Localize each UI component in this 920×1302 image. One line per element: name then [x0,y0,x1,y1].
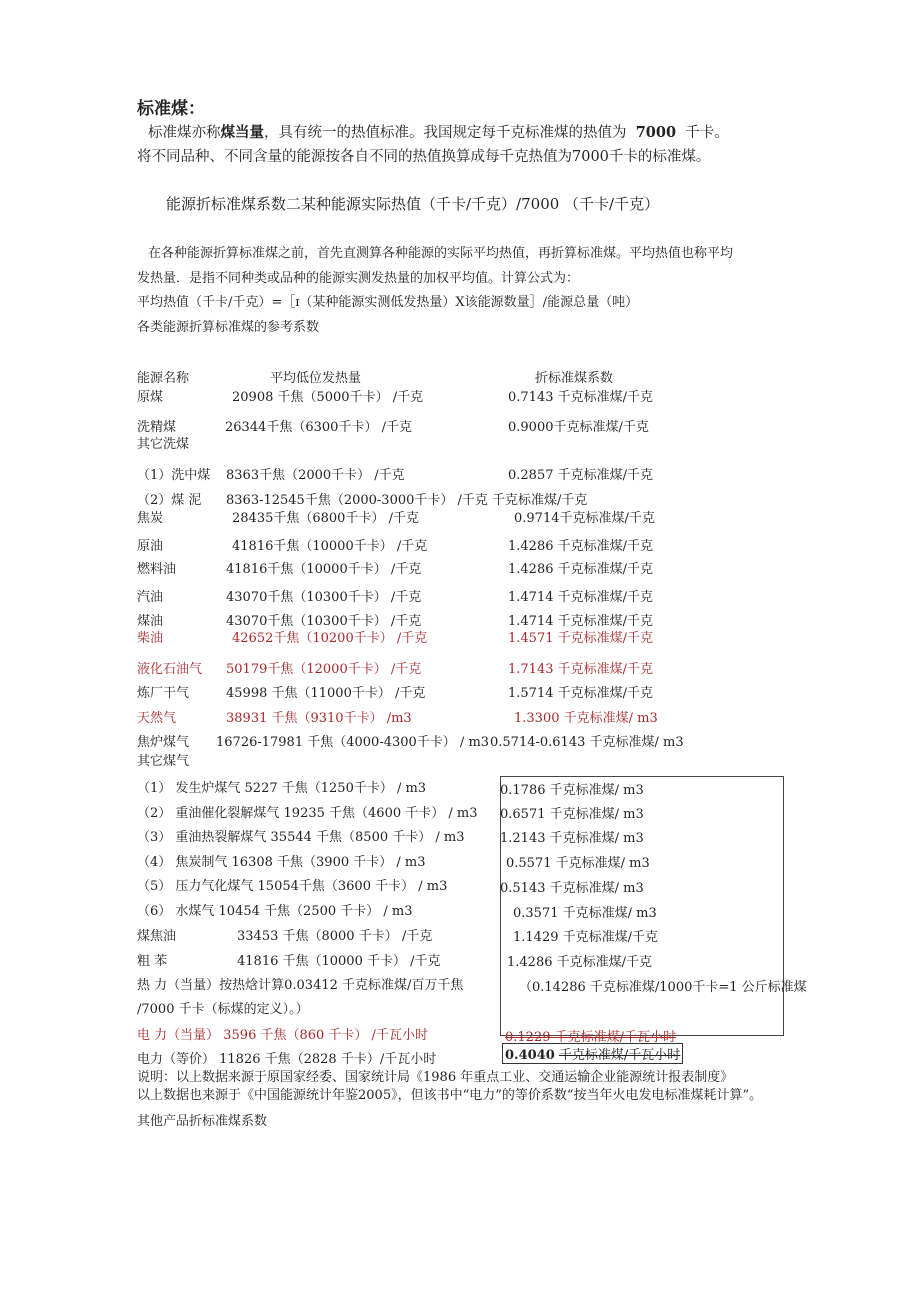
row-label: 电 力（当量） 3596 千焦（860 千卡） /千瓦小时 [137,1028,428,1043]
row-coef: 0.5714-0.6143 千克标准煤/ m3 [490,735,684,750]
row-label: （3） 重油热裂解煤气 35544 千焦（8500 千卡） / m3 [137,830,465,845]
row-name: 液化石油气 [137,662,203,677]
para2-line-3: 平均热值（千卡/千克）=［ɪ（某种能源实测低发热量）X该能源数量］/能源总量（吨） [137,295,639,310]
row-name: 柴油 [137,631,164,646]
row-name: 汽油 [137,590,164,605]
row-coef: 1.2143 千克标准煤/ m3 [500,831,644,846]
row-label: （5） 压力气化煤气 15054千焦（3600 千卡） / m3 [137,879,448,894]
intro-value: 7000 [635,124,677,141]
row-coef: 0.2857 千克标准煤/千克 [508,468,653,483]
intro-text-c: ，具有统一的热值标准。我国规定每千克标准煤的热值为 [264,125,627,141]
intro-line-1 [148,121,729,142]
row-coef: 0.1786 千克标准煤/ m3 [500,783,644,798]
row-label: （4） 焦炭制气 16308 千焦（3900 千卡） / m3 [137,855,426,870]
row-name: 其它洗煤 [137,437,190,452]
header-heat: 平均低位发热量 [270,371,362,386]
row-coef: 0.5143 千克标准煤/ m3 [500,881,644,896]
row-label: （1） 发生炉煤气 5227 千焦（1250千卡） / m3 [137,781,427,796]
row-label: （6） 水煤气 10454 千焦（2500 千卡） / m3 [137,904,413,919]
row-heat: 41816千焦（10000千卡） /千克 [232,539,428,554]
row-coef: 0.1229 千克标准煤/千瓦小时 [505,1030,676,1045]
row-coef: 0.6571 千克标准煤/ m3 [500,807,644,822]
row-coef: 1.3300 千克标准煤/ m3 [514,711,658,726]
row-label: （2） 重油催化裂解煤气 19235 千焦（4600 千卡） / m3 [137,806,478,821]
note-3: 其他产品折标准煤系数 [137,1114,268,1129]
row-coef: 1.1429 千克标准煤/千克 [513,930,658,945]
row-name: 炼厂干气 [137,686,190,701]
row-coef: 1.5714 千克标准煤/千克 [508,686,653,701]
row-heat: 20908 千焦（5000千卡） /千克 [232,390,424,405]
row-name: 煤焦油 [137,929,177,944]
row-heat: 45998 千焦（11000千卡） /千克 [226,686,426,701]
row-coef: 1.4286 千克标准煤/千克 [508,562,653,577]
row-heat: 43070千焦（10300千卡） /千克 [226,614,422,629]
intro-line-2: 将不同品种、不同含量的能源按各自不同的热值换算成每千克热值为7000千卡的标准煤。 [137,149,711,165]
row-coef: 0.9714千克标准煤/千克 [514,511,655,526]
row-heat: 8363-12545千焦（2000-3000千卡） /千克 千克标准煤/千克 [226,493,588,508]
row-heat: 28435千焦（6800千卡） /千克 [232,511,419,526]
row-heat: 33453 千焦（8000 千卡） /千克 [237,929,433,944]
row-heat: 41816 千焦（10000 千卡） /千克 [237,954,441,969]
coef-number: 0.4040 [505,1048,555,1063]
row-name: 洗精煤 [137,420,177,435]
row-coef: 1.4714 千克标准煤/千克 [508,590,653,605]
row-name: 其它煤气 [137,754,190,769]
row-coef: 0.7143 千克标准煤/千克 [508,390,653,405]
row-heat: 16726-17981 千焦（4000-4300千卡） / m3 [216,735,490,750]
para2-line-4: 各类能源折算标准煤的参考系数 [137,320,320,335]
row-name: 焦炉煤气 [137,735,190,750]
row-name: 燃料油 [137,562,177,577]
row-name: 粗 苯 [137,954,168,969]
row-heat: 26344千焦（6300千卡） /千克 [225,420,412,435]
coef-unit: 千克标准煤/千瓦小时 [558,1048,681,1063]
para2-line-2: 发热量．是指不同种类或品种的能源实测发热量的加权平均值。计算公式为： [137,271,580,286]
intro-text-a: 标准煤亦称 [148,125,221,141]
row-coef: 1.4286 千克标准煤/千克 [508,539,653,554]
row-name: 焦炭 [137,511,164,526]
conversion-formula: 能源折标准煤系数二某种能源实际热值（千卡/千克）/7000 （千卡/千克） [166,195,660,213]
row-name: 煤油 [137,614,164,629]
row-heat: 50179千焦（12000千卡） /千克 [226,662,422,677]
row-coef [502,1043,683,1064]
row-name: 天然气 [137,711,177,726]
row-label: /7000 千卡（标煤的定义）。） [137,1002,309,1017]
row-coef: （0.14286 千克标准煤/1000千卡=1 公斤标准煤 [519,980,807,995]
page-title: 标准煤： [137,99,205,119]
row-coef: 1.4714 千克标准煤/千克 [508,614,653,629]
note-1: 说明：以上数据来源于原国家经委、国家统计局《1986 年重点工业、交通运输企业能源统计报表制度》 [137,1070,734,1085]
row-coef: 0.9000千克标准煤/千克 [508,420,649,435]
intro-unit: 千卡。 [685,125,729,141]
row-coef: 1.7143 千克标准煤/千克 [508,662,653,677]
row-label: 电力（等价） 11826 千焦（2828 千卡）/千瓦小时 [137,1052,437,1067]
header-coef: 折标准煤系数 [535,371,614,386]
header-name: 能源名称 [137,371,190,386]
row-coef: 0.3571 千克标准煤/ m3 [513,906,657,921]
note-2: 以上数据也来源于《中国能源统计年鉴2005》，但该书中“电力”的等价系数“按当年火电发电标准煤耗计算”。 [137,1088,763,1103]
para2-line-1: 在各种能源折算标准煤之前，首先直测算各种能源的实际平均热值，再折算标准煤。平均热值也称平均 [148,246,734,261]
row-heat: 42652千焦（10200千卡） /千克 [232,631,428,646]
row-heat: 41816千焦（10000千卡） /千克 [226,562,422,577]
row-name: 原油 [137,539,164,554]
row-coef: 1.4286 千克标准煤/千克 [507,955,652,970]
row-coef: 0.5571 千克标准煤/ m3 [506,856,650,871]
row-heat: 8363千焦（2000千卡） /千克 [226,468,405,483]
row-name: （2）煤 泥 [137,493,202,508]
row-label: 热 力（当量）按热焓计算0.03412 千克标准煤/百万千焦 [137,978,464,993]
row-heat: 38931 千焦（9310千卡） /m3 [226,711,412,726]
row-name: 原煤 [137,390,164,405]
row-name: （1）洗中煤 [137,468,211,483]
row-coef: 1.4571 千克标准煤/千克 [508,631,653,646]
intro-term: 煤当量 [220,124,264,141]
row-heat: 43070千焦（10300千卡） /千克 [226,590,422,605]
